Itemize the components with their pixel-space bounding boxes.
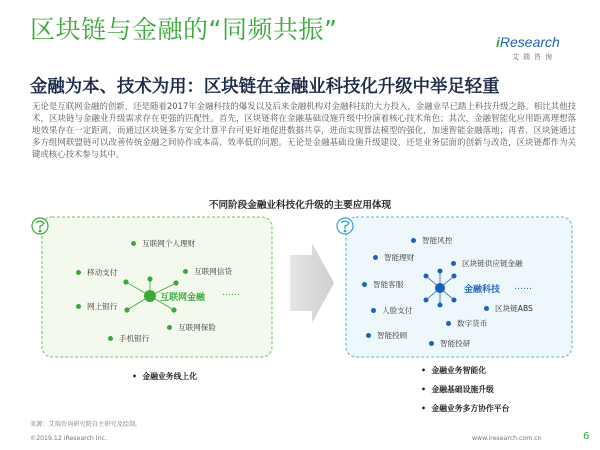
right-item-blockchain-abs: 区块链ABS [495,304,533,313]
page-number: 6 [583,431,590,442]
right-item-dot [362,282,367,287]
right-item-robo-advisor: 智能投顾 [377,331,408,340]
subtitle: 金融为本、技术为用：区块链在金融业科技化升级中举足轻重 [30,77,500,97]
right-item-dot [411,238,416,243]
left-item-dot [76,304,81,309]
left-item-personal-finance: 互联网个人理财 [142,239,196,248]
copyright: ©2019.12 iResearch Inc. [30,435,107,442]
left-center-label: 互联网金融 [160,293,206,303]
stage-arrow [290,243,334,323]
page-title: 区块链与金融的“同频共振” [30,15,338,44]
right-center-label: 金融科技 [464,285,501,295]
left-item-internet-insurance: 互联网保险 [178,323,216,332]
right-item-dot [366,333,371,338]
left-item-dot [183,269,188,274]
right-item-dot [371,308,376,313]
right-item-dot [451,261,456,266]
left-item-dot [108,336,113,341]
left-bullet: • 金融业务线上化 [132,372,197,381]
source-note: 来源：艾瑞咨询研究院自主研究及绘制。 [30,421,142,428]
right-item-dot [429,341,434,346]
logo-subtitle: 艾瑞咨询 [512,53,556,61]
right-item-risk-control: 智能风控 [422,236,453,245]
body-paragraph: 无论是互联网金融的创新，还是随着2017年金融科技的爆发以及后来金融机构对金融科技的大力投入，金融业早已踏上科技升级之路。相比其他技术，区块链与金融业升级需求存在更强的匹配性。首先，区块链将在金融基础设施升级中扮演着核心技术角色；其次，金融智能化应用距离理想落地效果存在一定距离，而通过区块链多方安全计算平台可更好地促进数据共享，进而实现算法模型的强化，加速智能金融落地；再者，区块链通过多方组网联盟链可以改善传统金融之间协作成本高、效率低的问题。无论是金融基础设施升级建设，还是业务层面的创新与改造，区块链都作为关键或核心技术参与其中。 [32,101,576,160]
diagram-title: 不同阶段金融业科技化升级的主要应用体现 [208,200,392,211]
left-item-dot [131,241,136,246]
left-item-online-bank: 网上银行 [87,302,118,311]
right-item-digital-currency: 数字货币 [457,319,488,328]
logo-research: Research [499,34,560,50]
right-item-smart-research: 智能投研 [440,339,471,348]
right-bullet: • 金融业务智能化 [421,366,486,375]
right-bullet: • 金融基础设施升级 [421,385,494,394]
logo-i: i [496,34,500,50]
left-item-mobile-pay: 移动支付 [87,268,118,277]
right-item-dot [484,306,489,311]
right-item-dot [446,321,451,326]
left-bullet-text: 金融业务线上化 [142,372,197,381]
left-item-dot [167,325,172,330]
right-item-smart-service: 智能客服 [373,280,404,289]
right-bullet-text: 金融业务智能化 [431,366,486,375]
right-bullet: • 金融业务多方协作平台 [421,404,510,413]
left-item-mobile-bank: 手机银行 [119,334,150,343]
right-item-supply-chain: 区块链供应链金融 [462,259,523,268]
left-head-icon [32,218,48,234]
right-item-smart-finance: 智能理财 [384,253,415,262]
right-ellipsis: …… [514,282,532,292]
right-bullet-text: 金融业务多方协作平台 [431,404,510,413]
left-item-internet-credit: 互联网信贷 [194,267,232,276]
right-bullet-text: 金融基础设施升级 [431,385,494,394]
right-item-face-pay: 人脸支付 [382,306,413,315]
left-item-dot [76,270,81,275]
left-ellipsis: …… [222,288,240,298]
site-url: www.iresearch.com.cn [472,435,542,442]
right-head-icon [337,218,353,234]
right-item-dot [373,255,378,260]
